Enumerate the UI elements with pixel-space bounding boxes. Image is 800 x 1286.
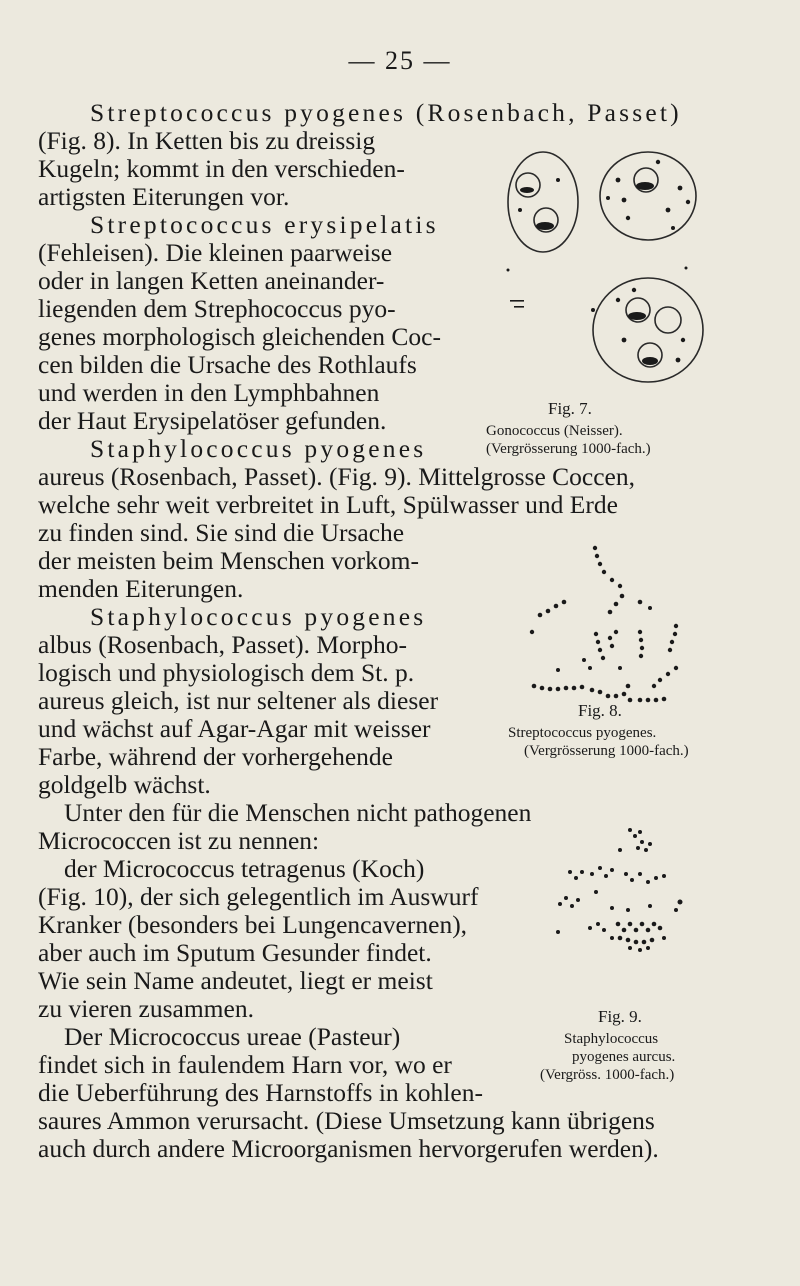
fig8-label: Fig. 8. [578, 701, 622, 720]
text-line: genes morphologisch gleichenden Coc- [38, 322, 441, 351]
text-line: Farbe, während der vorhergehende [38, 742, 393, 771]
fig7-caption: Gonococcus (Neisser). [486, 423, 623, 439]
fig9-caption-2: pyogenes aurcus. [572, 1049, 676, 1065]
text-line: (Fehleisen). Die kleinen paarweise [38, 238, 393, 267]
text-line: Kugeln; kommt in den verschieden- [38, 154, 405, 183]
text-line: die Ueberführung des Harnstoffs in kohlen- [38, 1078, 483, 1107]
text-line: saures Ammon verursacht. (Diese Umsetzung kann übrigens [38, 1106, 655, 1135]
text-line: und werden in den Lymphbahnen [38, 378, 380, 407]
fig8-magnification: (Vergrösserung 1000-fach.) [524, 743, 689, 759]
text-line: (Fig. 10), der sich gelegentlich im Auswurf [38, 882, 479, 911]
fig9-label: Fig. 9. [598, 1007, 642, 1026]
text-line: Micrococcen ist zu nennen: [38, 826, 320, 855]
text-line: cen bilden die Ursache des Rothlaufs [38, 350, 417, 379]
fig7-illustration [498, 140, 718, 390]
fig9-illustration [500, 820, 700, 960]
page-number: — 25 — [348, 46, 452, 75]
text-line: der Micrococcus tetragenus (Koch) [64, 854, 425, 883]
text-line: Staphylococcus pyogenes [90, 434, 427, 463]
text-line: auch durch andere Microorganismen hervorgerufen werden). [38, 1134, 659, 1163]
text-line: aureus gleich, ist nur seltener als dieser [38, 686, 439, 715]
text-line: aureus (Rosenbach, Passet). (Fig. 9). Mittelgrosse Coccen, [38, 462, 635, 491]
fig9-magnification: (Vergröss. 1000-fach.) [540, 1067, 675, 1083]
text-line: Staphylococcus pyogenes [90, 602, 427, 631]
text-line: logisch und physiologisch dem St. p. [38, 658, 415, 687]
text-line: goldgelb wächst. [38, 770, 211, 799]
fig8-caption: Streptococcus pyogenes. [508, 725, 657, 741]
text-line: albus (Rosenbach, Passet). Morpho- [38, 630, 407, 659]
text-line: findet sich in faulendem Harn vor, wo er [38, 1050, 452, 1079]
text-line: Streptococcus erysipelatis [90, 210, 439, 239]
fig7-label: Fig. 7. [548, 399, 592, 418]
text-line: liegenden dem Strephococcus pyo- [38, 294, 396, 323]
text-line: (Fig. 8). In Ketten bis zu dreissig [38, 126, 376, 155]
fig7-magnification: (Vergrösserung 1000-fach.) [486, 441, 651, 457]
text-line: Unter den für die Menschen nicht pathogenen [64, 798, 532, 827]
text-line: zu vieren zusammen. [38, 994, 254, 1023]
text-line: aber auch im Sputum Gesunder findet. [38, 938, 432, 967]
text-line: Der Micrococcus ureae (Pasteur) [64, 1022, 401, 1051]
text-line: menden Eiterungen. [38, 574, 244, 603]
text-line: Kranker (besonders bei Lungencavernen), [38, 910, 468, 939]
text-line: welche sehr weit verbreitet in Luft, Spülwasser und Erde [38, 490, 618, 519]
text-line: der Haut Erysipelatöser gefunden. [38, 406, 387, 435]
fig9-caption: Staphylococcus [564, 1031, 659, 1047]
text-line: artigsten Eiterungen vor. [38, 182, 290, 211]
text-line: Streptococcus pyogenes (Rosenbach, Passet) [90, 98, 682, 127]
text-line: der meisten beim Menschen vorkom- [38, 546, 419, 575]
text-line: oder in langen Ketten aneinander- [38, 266, 385, 295]
text-line: Wie sein Name andeutet, liegt er meist [38, 966, 433, 995]
text-line: und wächst auf Agar-Agar mit weisser [38, 714, 431, 743]
text-line: zu finden sind. Sie sind die Ursache [38, 518, 405, 547]
